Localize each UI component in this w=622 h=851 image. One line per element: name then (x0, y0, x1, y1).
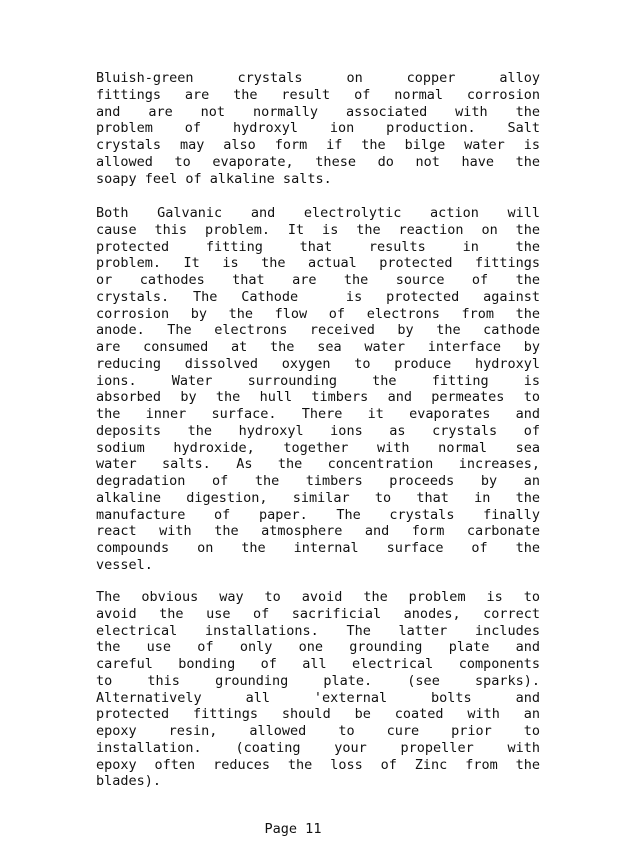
text-line: fittings are the result of normal corrosion (96, 86, 540, 103)
text-line: alkaline digestion, similar to that in the (96, 489, 540, 506)
text-line: Bluish-green crystals on copper alloy (96, 70, 540, 86)
text-line: blades). (96, 773, 162, 790)
text-line: react with the atmosphere and form carbonate (96, 523, 540, 540)
text-line: manufacture of paper. The crystals finally (96, 506, 540, 523)
paragraph-bluish-green-crystals (96, 70, 540, 187)
text-line: absorbed by the hull timbers and permeates to (96, 389, 540, 406)
text-line: water salts. As the concentration increases, (96, 456, 540, 473)
text-line: or cathodes that are the source of the (96, 272, 540, 288)
text-line: problem of hydroxyl ion production. Salt (96, 120, 540, 137)
text-line: degradation of the timbers proceeds by an (96, 473, 540, 489)
text-line: vessel. (96, 556, 153, 573)
paragraph-galvanic-electrolytic-action (96, 205, 540, 574)
text-line: soapy feel of alkaline salts. (96, 170, 332, 187)
text-line: allowed to evaporate, these do not have the (96, 153, 540, 170)
text-line: protected fitting that results in the (96, 238, 540, 255)
text-line: Both Galvanic and electrolytic action will (96, 205, 540, 221)
text-line: the use of only one grounding plate and (96, 639, 540, 656)
page-number: Page 11 (264, 821, 322, 837)
text-line: careful bonding of all electrical components (96, 656, 540, 672)
text-line: compounds on the internal surface of the (96, 540, 540, 556)
text-line: reducing dissolved oxygen to produce hydroxyl (96, 355, 540, 372)
paragraph-avoid-the-problem (96, 589, 540, 790)
text-line: anode. The electrons received by the cathode (96, 322, 540, 339)
text-line: The obvious way to avoid the problem is to (96, 589, 540, 605)
text-line: avoid the use of sacrificial anodes, correct (96, 605, 540, 622)
text-line: the inner surface. There it evaporates and (96, 406, 540, 422)
text-line: corrosion by the flow of electrons from the (96, 305, 540, 322)
text-line: electrical installations. The latter includes (96, 622, 540, 639)
text-line: cause this problem. It is the reaction on the (96, 221, 540, 238)
text-line: are consumed at the sea water interface by (96, 339, 540, 355)
text-line: deposits the hydroxyl ions as crystals of (96, 422, 540, 439)
text-line: problem. It is the actual protected fittings (96, 255, 540, 272)
text-line: and are not normally associated with the (96, 103, 540, 120)
text-line: epoxy often reduces the loss of Zinc from the (96, 756, 540, 773)
text-line: protected fittings should be coated with an (96, 706, 540, 723)
text-line: installation. (coating your propeller with (96, 739, 540, 756)
text-line: epoxy resin, allowed to cure prior to (96, 723, 540, 739)
text-line: sodium hydroxide, together with normal sea (96, 439, 540, 456)
text-line: Alternatively all 'external bolts and (96, 689, 540, 706)
text-line: crystals. The Cathode is protected against (96, 288, 540, 305)
text-line: to this grounding plate. (see sparks). (96, 672, 540, 689)
text-line: crystals may also form if the bilge water is (96, 137, 540, 153)
text-line: ions. Water surrounding the fitting is (96, 372, 540, 389)
